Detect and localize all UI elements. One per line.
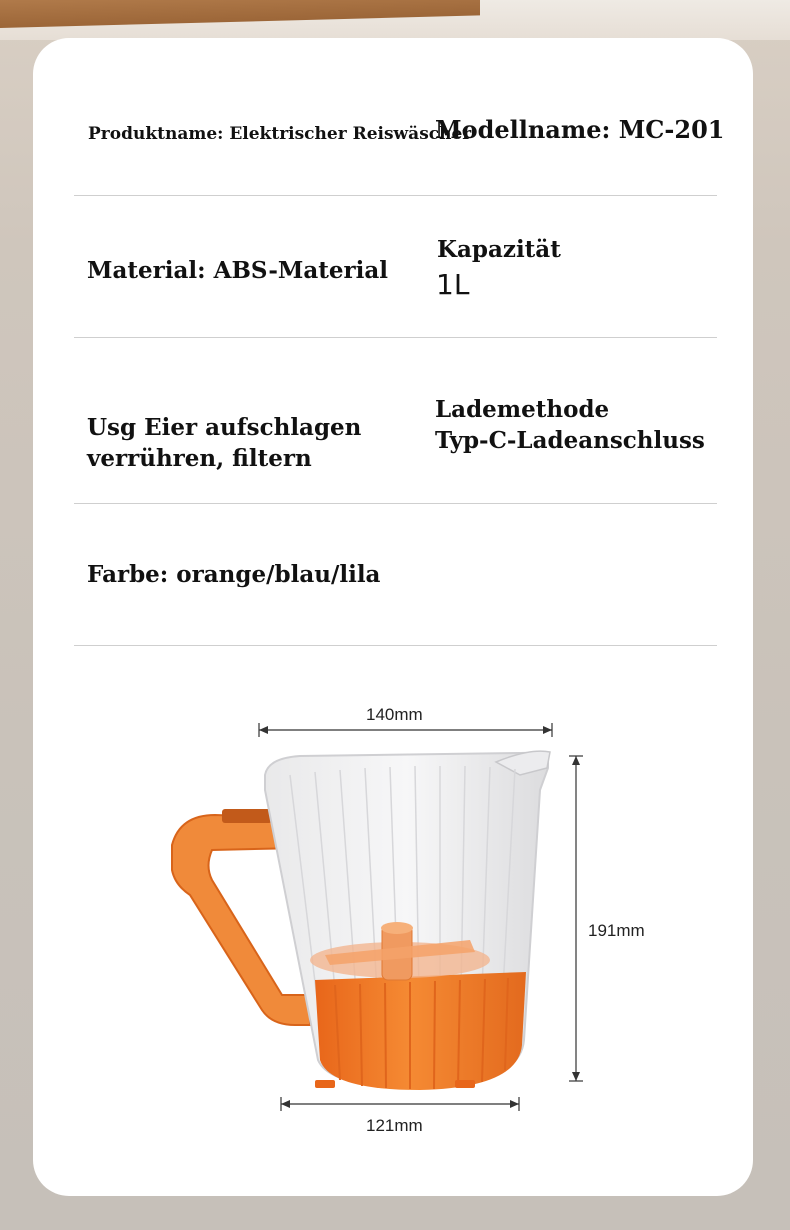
color-options: Farbe: orange/blau/lila (87, 561, 381, 588)
display-panel (222, 809, 272, 823)
dimension-line-bottom (281, 1097, 519, 1111)
jar-base (315, 972, 526, 1090)
charging-value: Typ-C-Ladeanschluss (435, 427, 705, 454)
model-name: Modellname: MC-201 (435, 115, 725, 144)
capacity-value: 1L (436, 268, 470, 301)
dimension-width-top: 140mm (366, 705, 423, 724)
dimension-height: 191mm (588, 921, 645, 940)
usage-line-1: Usg Eier aufschlagen (87, 414, 362, 441)
material: Material: ABS-Material (87, 257, 389, 284)
capacity-label: Kapazität (437, 236, 561, 263)
charging-label: Lademethode (435, 396, 610, 423)
dimension-line-height (569, 756, 583, 1081)
product-name: Produktname: Elektrischer Reiswäscher (88, 124, 472, 144)
usage-line-2: verrühren, filtern (87, 445, 312, 472)
dimension-line-top (259, 723, 552, 737)
dimension-width-bottom: 121mm (366, 1116, 423, 1135)
